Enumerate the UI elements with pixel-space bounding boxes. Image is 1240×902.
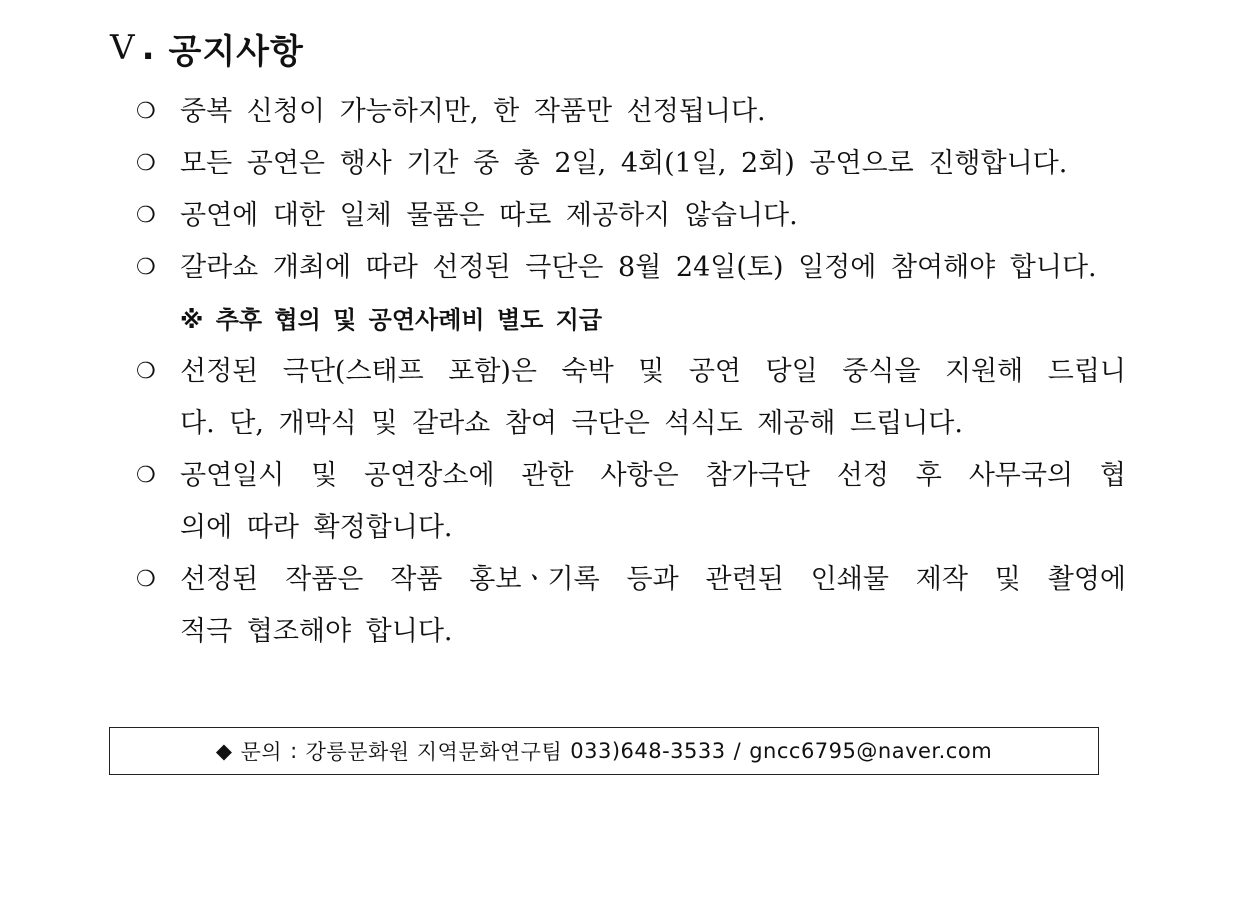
notice-text: 모든 공연은 행사 기간 중 총 2일, 4회(1일, 2회) 공연으로 진행합니다. bbox=[180, 148, 1068, 179]
notice-item bbox=[136, 242, 1126, 346]
notice-text: 공연에 대한 일체 물품은 따로 제공하지 않습니다. bbox=[180, 200, 798, 231]
notice-list bbox=[136, 86, 1126, 658]
circle-bullet-icon: ❍ bbox=[136, 359, 156, 384]
notice-footnote: ※ 추후 협의 및 공연사례비 별도 지급 bbox=[180, 306, 603, 334]
notice-text-continued: 적극 협조해야 합니다. bbox=[180, 616, 453, 647]
contact-box bbox=[109, 727, 1099, 775]
notice-item bbox=[136, 450, 1126, 554]
contact-label: 문의 bbox=[240, 740, 283, 764]
notice-item bbox=[136, 190, 1126, 242]
notice-item bbox=[136, 346, 1126, 450]
section-heading bbox=[110, 22, 304, 74]
notice-text: 선정된 극단(스태프 포함)은 숙박 및 공연 당일 중식을 지원해 드립니 bbox=[180, 356, 1126, 387]
notice-text: 갈라쇼 개최에 따라 선정된 극단은 8월 24일(토) 일정에 참여해야 합니다. bbox=[180, 252, 1097, 283]
notice-item bbox=[136, 86, 1126, 138]
circle-bullet-icon: ❍ bbox=[136, 203, 156, 228]
contact-separator: : bbox=[290, 739, 298, 763]
circle-bullet-icon: ❍ bbox=[136, 567, 156, 592]
notice-text-continued: 의에 따라 확정합니다. bbox=[180, 512, 453, 543]
notice-text: 선정된 작품은 작품 홍보ㆍ기록 등과 관련된 인쇄물 제작 및 촬영에 bbox=[180, 564, 1126, 595]
contact-email[interactable]: gncc6795@naver.com bbox=[749, 739, 993, 763]
circle-bullet-icon: ❍ bbox=[136, 99, 156, 124]
section-title: 공지사항 bbox=[168, 31, 304, 72]
section-dot: . bbox=[141, 28, 155, 68]
section-numeral: V bbox=[110, 28, 136, 68]
circle-bullet-icon: ❍ bbox=[136, 151, 156, 176]
notice-item bbox=[136, 138, 1126, 190]
circle-bullet-icon: ❍ bbox=[136, 255, 156, 280]
contact-phone: 033)648-3533 bbox=[570, 739, 726, 763]
notice-text: 공연일시 및 공연장소에 관한 사항은 참가극단 선정 후 사무국의 협 bbox=[180, 460, 1126, 491]
circle-bullet-icon: ❍ bbox=[136, 463, 156, 488]
contact-slash: / bbox=[733, 739, 742, 763]
notice-text: 중복 신청이 가능하지만, 한 작품만 선정됩니다. bbox=[180, 96, 766, 127]
notice-item bbox=[136, 554, 1126, 658]
contact-organization: 강릉문화원 지역문화연구팀 bbox=[305, 740, 563, 764]
diamond-icon: ◆ bbox=[215, 739, 233, 763]
notice-text-continued: 다. 단, 개막식 및 갈라쇼 참여 극단은 석식도 제공해 드립니다. bbox=[180, 408, 963, 439]
